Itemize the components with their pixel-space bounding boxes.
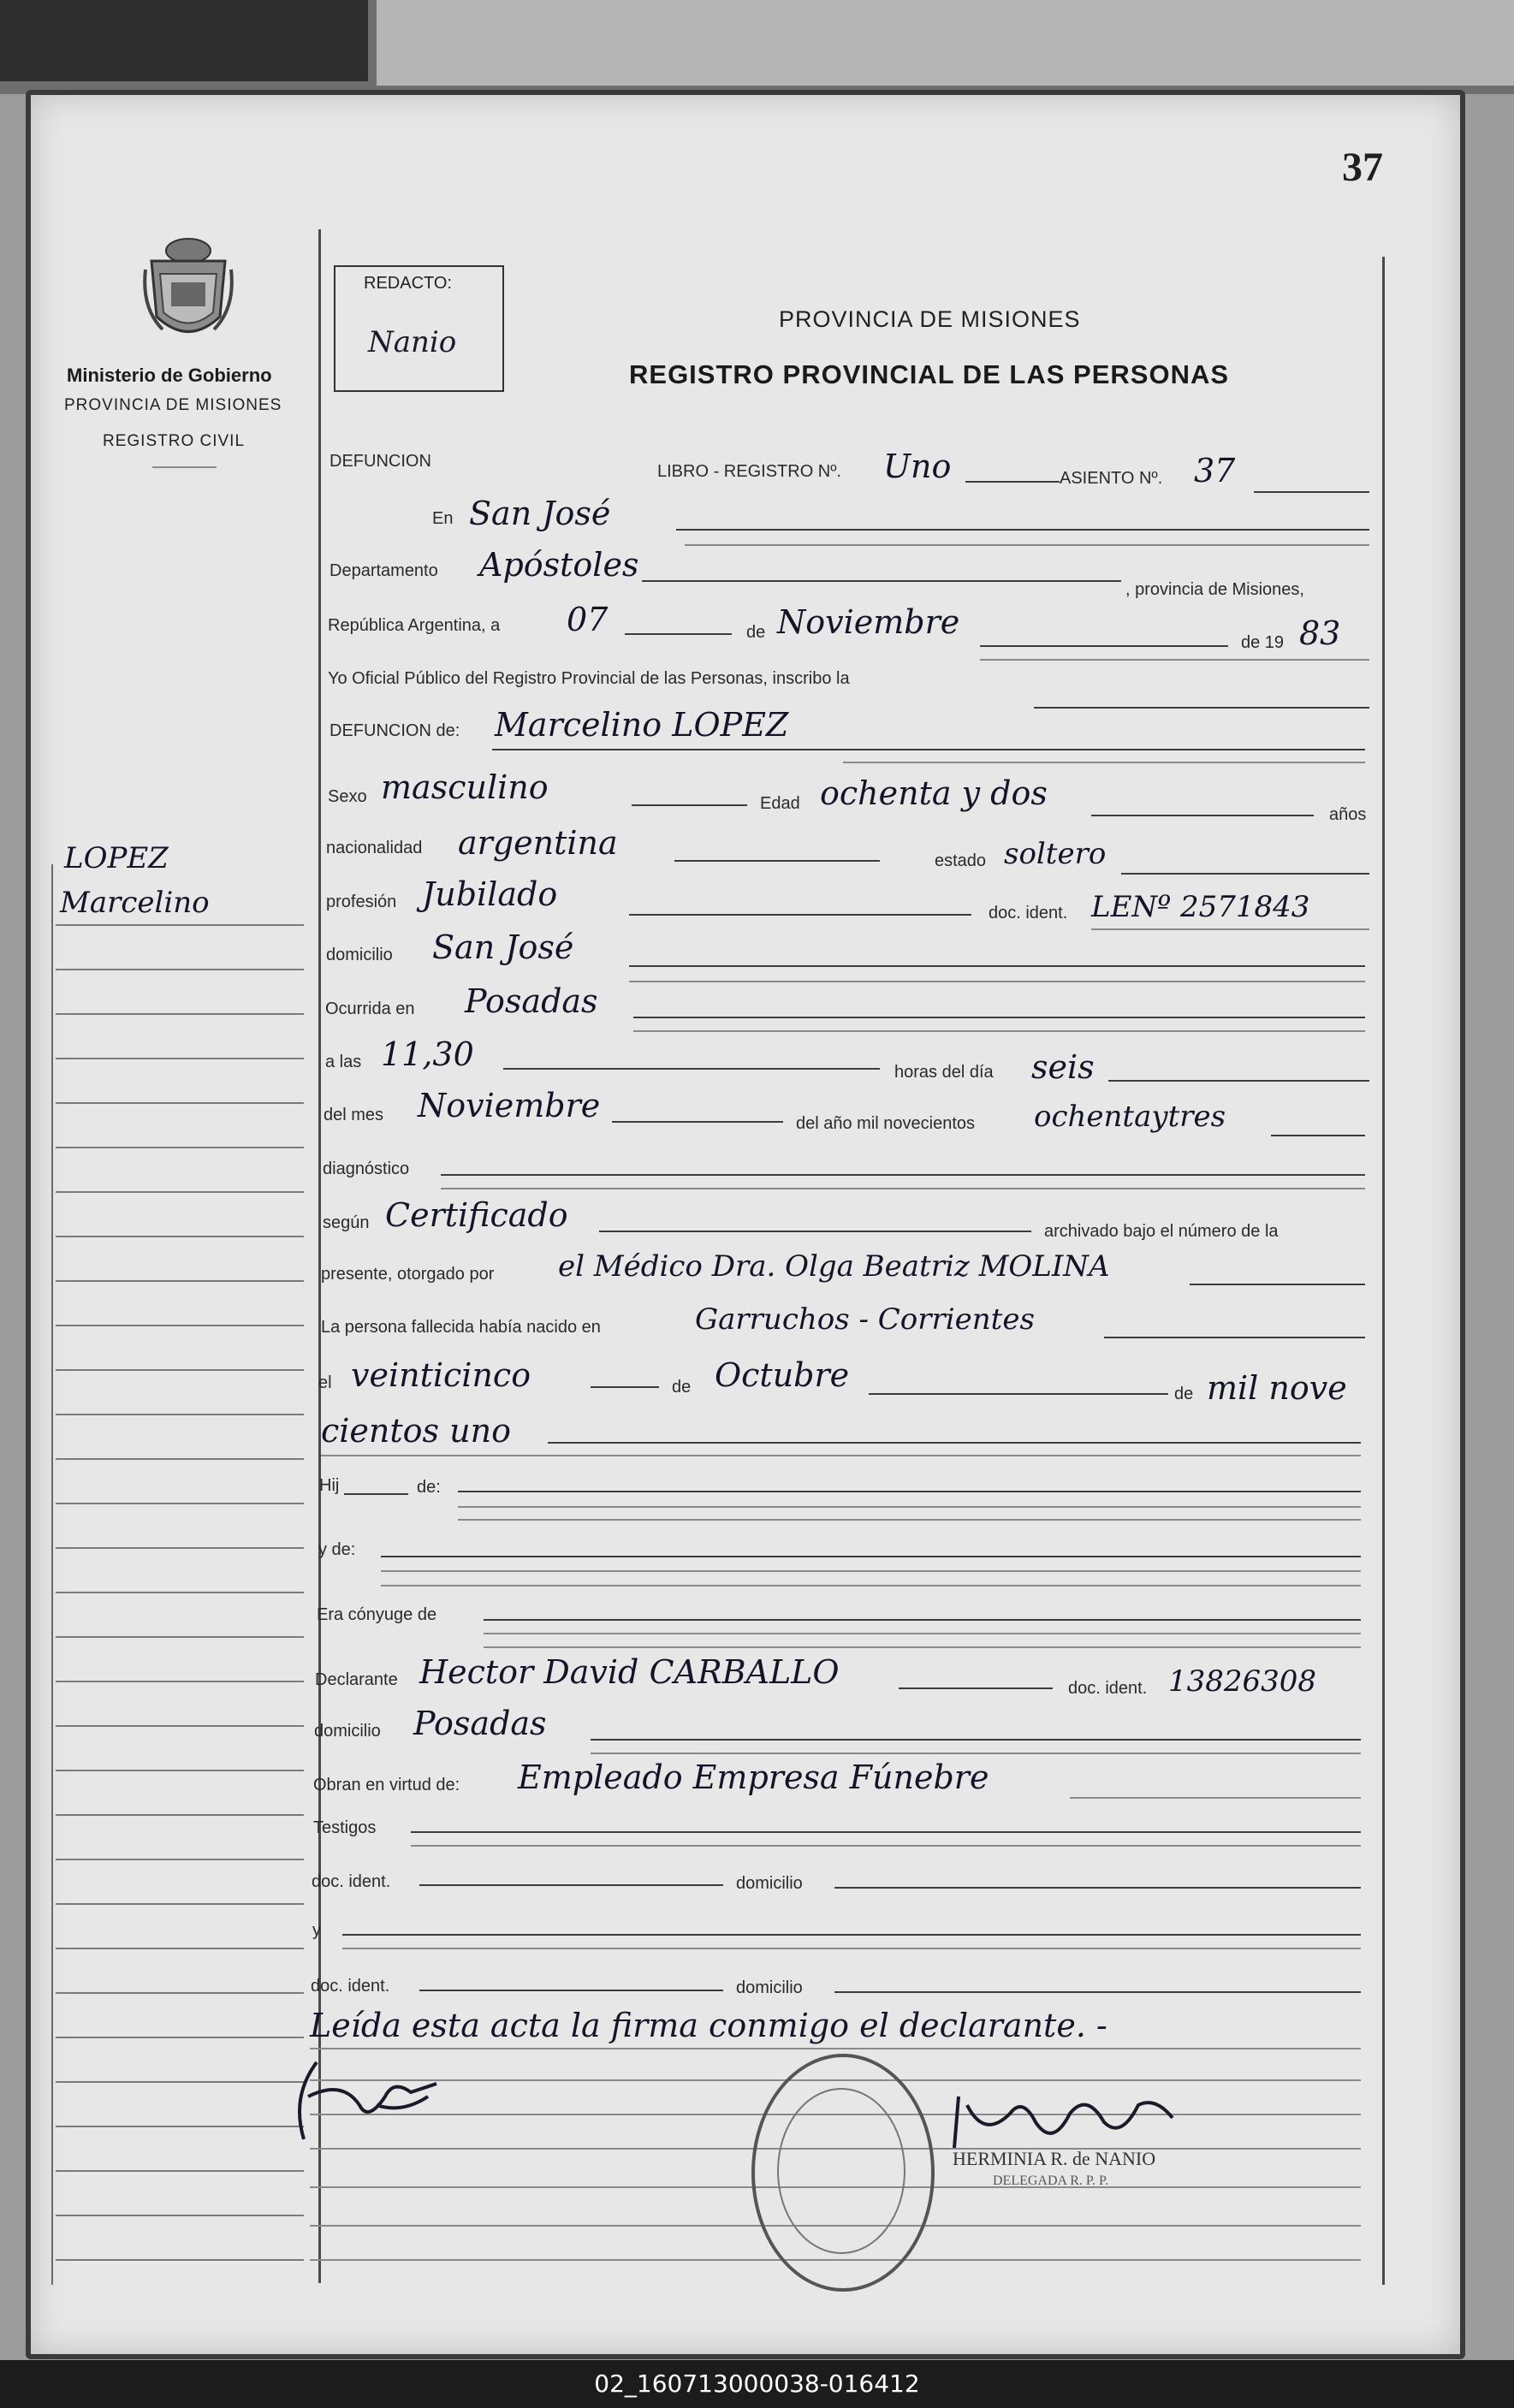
margin-rule-line: [56, 1325, 304, 1326]
anio-label: del año mil novecientos: [796, 1114, 976, 1133]
line: [342, 1934, 1361, 1936]
anio-value: 83: [1299, 614, 1341, 652]
republica-label: República Argentina, a: [328, 616, 501, 635]
line: [869, 1393, 1168, 1395]
margin-rule-line: [56, 1770, 304, 1771]
archivado-label: archivado bajo el número de la: [1044, 1222, 1279, 1241]
line: [503, 1068, 880, 1070]
line: [980, 645, 1228, 647]
segun-value: Certificado: [385, 1196, 568, 1234]
redacto-label: REDACTO:: [364, 274, 452, 293]
margin-rule-line: [56, 1948, 304, 1949]
line: [1271, 1135, 1365, 1136]
medico-value: el Médico Dra. Olga Beatriz MOLINA: [558, 1249, 1110, 1284]
line: [441, 1174, 1365, 1176]
dia-texto: seis: [1031, 1048, 1095, 1086]
line: [381, 1570, 1361, 1572]
nac-de-label: de: [672, 1378, 692, 1397]
nacionalidad-label: nacionalidad: [326, 839, 423, 857]
declarante-label: Declarante: [315, 1670, 398, 1689]
decl-doc-label: doc. ident.: [1068, 1679, 1148, 1698]
redacto-value: Nanio: [368, 325, 457, 359]
line: [1091, 815, 1314, 816]
margin-rule-line: [56, 1636, 304, 1638]
line: [321, 1455, 1361, 1456]
line: [642, 580, 1121, 582]
edad-value: ochenta y dos: [820, 774, 1048, 812]
margin-rule-line: [56, 2037, 304, 2038]
margin-rule-line: [56, 1992, 304, 1994]
margin-rule-line: [56, 1681, 304, 1682]
margin-rule-line: [56, 2081, 304, 2083]
margin-rule-line: [56, 1013, 304, 1015]
margin-rule-line: [56, 1147, 304, 1148]
line: [548, 1442, 1361, 1444]
horas-label: horas del día: [894, 1063, 994, 1082]
line: [484, 1619, 1361, 1621]
line: [411, 1831, 1361, 1833]
line: [591, 1739, 1361, 1741]
margin-rule-line: [56, 1458, 304, 1460]
edad-label: Edad: [760, 794, 800, 813]
nac-mes-value: Octubre: [715, 1356, 850, 1394]
profesion-label: profesión: [326, 893, 397, 911]
nacionalidad-value: argentina: [458, 824, 618, 862]
y-de-label: y de:: [318, 1540, 356, 1559]
de-label: de: [746, 623, 766, 642]
official-signature: [941, 2088, 1198, 2156]
del-mes-value: Noviembre: [418, 1087, 601, 1124]
hora-value: 11,30: [381, 1035, 474, 1073]
margin-rule-line: [56, 1814, 304, 1816]
divider: [152, 466, 217, 468]
de19-label: de 19: [1241, 633, 1285, 652]
line: [441, 1188, 1365, 1189]
header-registry: REGISTRO PROVINCIAL DE LAS PERSONAS: [629, 359, 1230, 389]
declarante-value: Hector David CARBALLO: [419, 1653, 840, 1691]
line: [899, 1687, 1053, 1689]
nac-dia-value: veinticinco: [351, 1356, 531, 1394]
y-label: y: [312, 1921, 321, 1940]
line: [1254, 491, 1369, 493]
en-value: San José: [469, 495, 611, 532]
diagnostico-label: diagnóstico: [323, 1160, 410, 1178]
margin-surname: LOPEZ: [64, 841, 169, 875]
domicilio-value: San José: [432, 928, 574, 966]
decl-doc-value: 13826308: [1168, 1664, 1317, 1699]
line: [632, 804, 747, 806]
margin-rule-line: [56, 1414, 304, 1415]
doc-label: doc. ident.: [989, 904, 1068, 922]
margin-rule-line: [56, 1859, 304, 1860]
margin-rule-line: [56, 1725, 304, 1727]
anos-label: años: [1329, 805, 1367, 824]
line: [980, 659, 1369, 661]
domicilio-label: domicilio: [326, 946, 393, 964]
presente-label: presente, otorgado por: [321, 1265, 495, 1284]
margin-rule-line: [56, 1547, 304, 1549]
nac-anio-value-1: mil nove: [1207, 1369, 1347, 1407]
nacido-label: La persona fallecida había nacido en: [321, 1318, 601, 1337]
closing-statement: Leída esta acta la firma conmigo el declarante. -: [310, 2007, 1107, 2044]
official-name: HERMINIA R. de NANIO: [953, 2148, 1156, 2169]
line: [1104, 1337, 1365, 1338]
line: [1034, 707, 1369, 709]
decl-domicilio-value: Posadas: [413, 1705, 547, 1742]
line: [674, 860, 880, 862]
line: [344, 1493, 408, 1495]
act-type-label: DEFUNCION: [330, 452, 431, 471]
asiento-label: ASIENTO Nº.: [1060, 469, 1163, 488]
line: [633, 1017, 1365, 1018]
margin-rule-line: [56, 2215, 304, 2216]
obran-value: Empleado Empresa Fúnebre: [518, 1759, 989, 1796]
line: [591, 1386, 659, 1388]
line: [1190, 1284, 1365, 1285]
testigos-label: Testigos: [313, 1818, 377, 1837]
line: [381, 1556, 1361, 1557]
t1-doc-label: doc. ident.: [312, 1872, 391, 1891]
asiento-value: 37: [1194, 452, 1236, 489]
line: [612, 1121, 783, 1123]
line: [629, 914, 971, 916]
line: [685, 544, 1369, 546]
declarant-signature: [291, 2045, 479, 2156]
line: [342, 1948, 1361, 1949]
line: [458, 1519, 1361, 1521]
defuncion-de-label: DEFUNCION de:: [330, 721, 460, 740]
margin-rule-line: [56, 2259, 304, 2261]
conyuge-label: Era cónyuge de: [317, 1605, 437, 1624]
line: [492, 749, 1365, 750]
official-stamp-inner: [777, 2088, 905, 2254]
ocurrida-label: Ocurrida en: [325, 999, 415, 1018]
estado-value: soltero: [1004, 837, 1107, 871]
t1-dom-label: domicilio: [736, 1874, 803, 1893]
margin-rule-line: [56, 2170, 304, 2172]
right-rule: [1382, 257, 1385, 2285]
decl-domicilio-label: domicilio: [314, 1722, 381, 1741]
margin-rule-line: [56, 1903, 304, 1905]
hijo-de-label: de:: [417, 1478, 441, 1497]
line: [965, 481, 1060, 483]
el-label: el: [318, 1373, 332, 1392]
margin-rule-line: [56, 1280, 304, 1282]
page-number: 37: [1342, 145, 1383, 190]
background-top-light: [377, 0, 1514, 86]
line: [843, 762, 1365, 763]
t2-dom-label: domicilio: [736, 1978, 803, 1997]
nombre-value: Marcelino LOPEZ: [495, 706, 789, 744]
margin-rule: [318, 229, 321, 2283]
line: [419, 1990, 723, 1991]
line: [676, 529, 1369, 531]
background-top-dark: [0, 0, 368, 81]
sexo-label: Sexo: [328, 787, 367, 806]
a-las-label: a las: [325, 1053, 362, 1071]
line: [419, 1884, 723, 1886]
segun-label: según: [323, 1213, 370, 1232]
margin-rule-line: [56, 2126, 304, 2127]
province-label: PROVINCIA DE MISIONES: [64, 396, 282, 414]
libro-value: Uno: [883, 448, 952, 485]
profesion-value: Jubilado: [422, 875, 558, 913]
line: [834, 1991, 1361, 1993]
line: [599, 1231, 1031, 1232]
anio-texto: ochentaytres: [1034, 1100, 1226, 1134]
margin-rule-line: [56, 1058, 304, 1059]
dia-value: 07: [567, 601, 609, 638]
margin-rule-line: [56, 1592, 304, 1593]
estado-label: estado: [935, 851, 987, 870]
line: [1070, 1797, 1361, 1799]
margin-rule-line: [56, 969, 304, 970]
header-province: PROVINCIA DE MISIONES: [779, 306, 1081, 332]
doc-value: LENº 2571843: [1091, 890, 1310, 924]
coat-of-arms-icon: [141, 235, 235, 351]
margin-rule-line: [56, 1102, 304, 1104]
margin-rule-line: [56, 1503, 304, 1504]
libro-label: LIBRO - REGISTRO Nº.: [657, 462, 842, 481]
t2-doc-label: doc. ident.: [311, 1977, 390, 1996]
ministry-label: Ministerio de Gobierno: [67, 365, 272, 386]
line: [381, 1585, 1361, 1587]
nac-de2-label: de: [1174, 1385, 1194, 1403]
line: [629, 981, 1365, 982]
provincia-suffix: , provincia de Misiones,: [1125, 580, 1304, 599]
nacido-value: Garruchos - Corrientes: [695, 1302, 1035, 1337]
line: [484, 1646, 1361, 1648]
line: [629, 965, 1365, 967]
del-mes-label: del mes: [324, 1106, 384, 1124]
line: [1108, 1080, 1369, 1082]
line: [1121, 873, 1369, 875]
line: [591, 1753, 1361, 1754]
margin-rule-line: [56, 1369, 304, 1371]
margin-rule-line: [56, 1236, 304, 1237]
obran-label: Obran en virtud de:: [313, 1776, 460, 1794]
left-rule: [51, 864, 53, 2285]
footer-id: 02_160713000038-016412: [0, 2360, 1514, 2408]
line: [484, 1633, 1361, 1634]
line: [633, 1030, 1365, 1032]
departamento-label: Departamento: [330, 561, 438, 580]
departamento-value: Apóstoles: [479, 546, 639, 584]
oficial-text: Yo Oficial Público del Registro Provincial de las Personas, inscribo la: [328, 669, 850, 688]
mes-value: Noviembre: [777, 603, 960, 641]
official-role: DELEGADA R. P. P.: [993, 2174, 1109, 2188]
line: [834, 1887, 1361, 1889]
margin-rule-line: [56, 924, 304, 926]
line: [625, 633, 732, 635]
ocurrida-value: Posadas: [465, 982, 598, 1020]
line: [458, 1506, 1361, 1508]
margin-rule-line: [56, 1191, 304, 1193]
office-label: REGISTRO CIVIL: [103, 432, 246, 450]
nac-anio-value-2: cientos uno: [321, 1412, 511, 1450]
margin-given-name: Marcelino: [60, 886, 210, 920]
line: [458, 1491, 1361, 1492]
hijo-label: Hij: [319, 1476, 340, 1495]
sexo-value: masculino: [381, 768, 549, 806]
line: [411, 1845, 1361, 1847]
line: [1091, 928, 1369, 930]
en-label: En: [432, 509, 454, 528]
